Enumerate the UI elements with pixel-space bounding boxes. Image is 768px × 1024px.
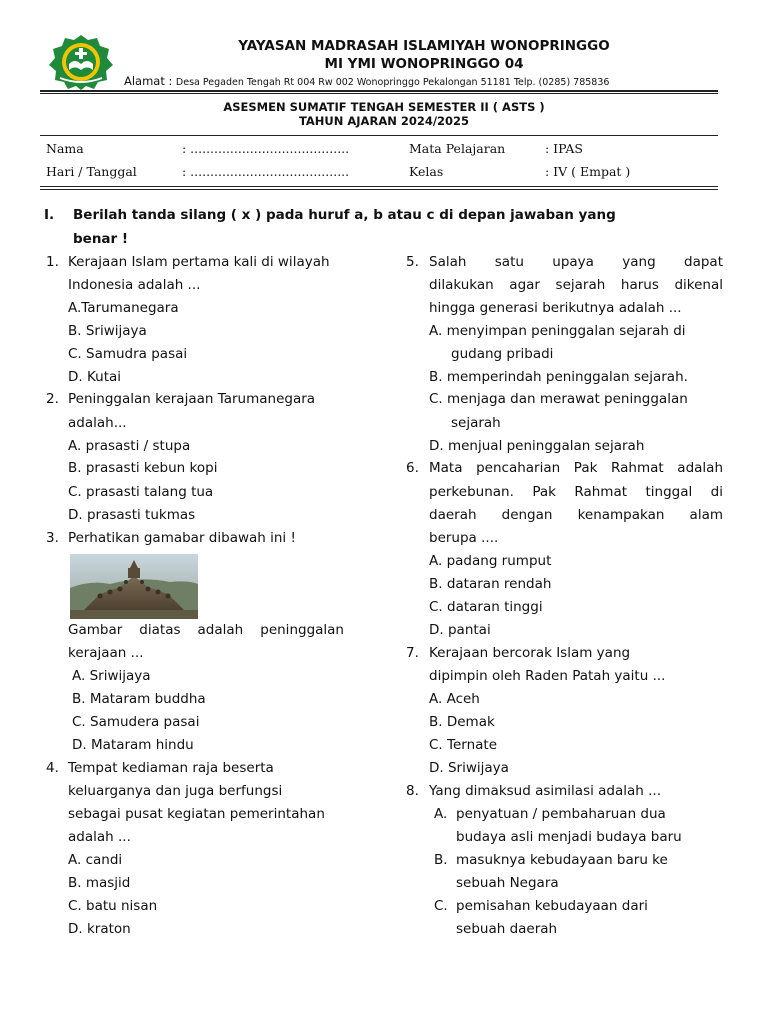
q8-option-b[interactable]: masuknya kebudayaan baru ke bbox=[456, 852, 668, 868]
q7-option-b[interactable]: B. Demak bbox=[429, 714, 495, 730]
q2-text-2: adalah... bbox=[68, 415, 127, 431]
kelas-label: Kelas bbox=[409, 164, 444, 179]
q3-number: 3. bbox=[46, 530, 59, 546]
q8-option-c-cont: sebuah daerah bbox=[456, 921, 558, 937]
q5-text-3: hingga generasi berikutnya adalah ... bbox=[429, 300, 682, 316]
title-divider bbox=[40, 135, 718, 136]
q2-text-1: Peninggalan kerajaan Tarumanegara bbox=[68, 391, 316, 407]
mapel-value: : IPAS bbox=[545, 141, 583, 156]
hari-label: Hari / Tanggal bbox=[46, 164, 137, 179]
q7-number: 7. bbox=[406, 645, 419, 661]
q8-option-a-letter[interactable]: A. bbox=[434, 806, 448, 822]
q5-option-a[interactable]: A. menyimpan peninggalan sejarah di bbox=[429, 323, 686, 339]
q4-option-d[interactable]: D. kraton bbox=[68, 921, 131, 937]
q4-option-c[interactable]: C. batu nisan bbox=[68, 898, 158, 914]
q5-text-2 bbox=[429, 274, 723, 297]
q8-option-a[interactable]: penyatuan / pembaharuan dua bbox=[456, 806, 666, 822]
q4-text-3: sebagai pusat kegiatan pemerintahan bbox=[68, 806, 325, 822]
q8-text-1: Yang dimaksud asimilasi adalah ... bbox=[429, 783, 662, 799]
q8-option-b-letter[interactable]: B. bbox=[434, 852, 448, 868]
q3-option-d[interactable]: D. Mataram hindu bbox=[72, 737, 194, 753]
q3-option-c[interactable]: C. Samudera pasai bbox=[72, 714, 200, 730]
q1-option-d[interactable]: D. Kutai bbox=[68, 369, 122, 385]
q6-text-2 bbox=[429, 481, 723, 504]
instruction-line-1: Berilah tanda silang ( x ) pada huruf a, b atau c di depan jawaban yang bbox=[73, 207, 616, 223]
q4-text-2: keluarganya dan juga berfungsi bbox=[68, 783, 283, 799]
q6-text-3-content: daerah dengan kenampakan alam bbox=[429, 507, 723, 523]
q2-option-a[interactable]: A. prasasti / stupa bbox=[68, 438, 191, 454]
q8-option-c-letter[interactable]: C. bbox=[434, 898, 448, 914]
section-numeral: I. bbox=[44, 207, 55, 223]
address-label: Alamat : bbox=[124, 74, 173, 88]
q4-number: 4. bbox=[46, 760, 59, 776]
q5-option-d[interactable]: D. menjual peninggalan sejarah bbox=[429, 438, 645, 454]
q2-option-b[interactable]: B. prasasti kebun kopi bbox=[68, 460, 218, 476]
temple-photo bbox=[70, 554, 198, 619]
q5-option-a-cont: gudang pribadi bbox=[451, 346, 554, 362]
nama-label: Nama bbox=[46, 141, 84, 156]
exam-year: TAHUN AJARAN 2024/2025 bbox=[298, 114, 470, 128]
q7-option-c[interactable]: C. Ternate bbox=[429, 737, 498, 753]
q2-option-c[interactable]: C. prasasti talang tua bbox=[68, 484, 214, 500]
q6-option-d[interactable]: D. pantai bbox=[429, 622, 491, 638]
header-divider-thin bbox=[40, 93, 718, 94]
exam-title: ASESMEN SUMATIF TENGAH SEMESTER II ( ASTS ) bbox=[223, 100, 545, 114]
q6-text-1 bbox=[429, 457, 723, 480]
q1-text-2: Indonesia adalah ... bbox=[68, 277, 201, 293]
q4-text-4: adalah ... bbox=[68, 829, 131, 845]
q5-text-1-content: Salah satu upaya yang dapat bbox=[429, 254, 723, 270]
q6-number: 6. bbox=[406, 460, 419, 476]
q6-text-2-content: perkebunan. Pak Rahmat tinggal di bbox=[429, 484, 723, 500]
q3-text-1: Perhatikan gamabar dibawah ini ! bbox=[68, 530, 296, 546]
q7-text-2: dipimpin oleh Raden Patah yaitu ... bbox=[429, 668, 666, 684]
q5-option-c-cont: sejarah bbox=[451, 415, 501, 431]
q1-text-1: Kerajaan Islam pertama kali di wilayah bbox=[68, 254, 330, 270]
q3-text-2-content: Gambar diatas adalah peninggalan bbox=[68, 622, 344, 638]
q5-number: 5. bbox=[406, 254, 419, 270]
q5-option-c[interactable]: C. menjaga dan merawat peninggalan bbox=[429, 391, 688, 407]
q1-option-c[interactable]: C. Samudra pasai bbox=[68, 346, 188, 362]
q8-option-a-cont: budaya asli menjadi budaya baru bbox=[456, 829, 682, 845]
q4-option-b[interactable]: B. masjid bbox=[68, 875, 131, 891]
q5-option-b[interactable]: B. memperindah peninggalan sejarah. bbox=[429, 369, 688, 385]
q3-option-a[interactable]: A. Sriwijaya bbox=[72, 668, 151, 684]
instruction-line-2: benar ! bbox=[73, 231, 129, 247]
header-divider bbox=[40, 90, 718, 92]
q7-option-a[interactable]: A. Aceh bbox=[429, 691, 480, 707]
q1-number: 1. bbox=[46, 254, 59, 270]
q3-option-b[interactable]: B. Mataram buddha bbox=[72, 691, 206, 707]
q2-option-d[interactable]: D. prasasti tukmas bbox=[68, 507, 196, 523]
q8-option-b-cont: sebuah Negara bbox=[456, 875, 559, 891]
foundation-name: YAYASAN MADRASAH ISLAMIYAH WONOPRINGGO bbox=[238, 38, 610, 54]
q6-text-3 bbox=[429, 504, 723, 527]
q7-text-1: Kerajaan bercorak Islam yang bbox=[429, 645, 631, 661]
q7-option-d[interactable]: D. Sriwijaya bbox=[429, 760, 509, 776]
q5-text-2-content: dilakukan agar sejarah harus dikenal bbox=[429, 277, 723, 293]
school-address bbox=[124, 74, 609, 88]
q6-option-a[interactable]: A. padang rumput bbox=[429, 553, 552, 569]
q3-text-3: kerajaan ... bbox=[68, 645, 144, 661]
q5-text-1 bbox=[429, 251, 723, 274]
q8-number: 8. bbox=[406, 783, 419, 799]
q6-text-4: berupa .... bbox=[429, 530, 499, 546]
nama-field[interactable]: : ........................................ bbox=[182, 141, 350, 156]
kelas-value: : IV ( Empat ) bbox=[545, 164, 631, 179]
school-name: MI YMI WONOPRINGGO 04 bbox=[324, 56, 524, 72]
info-divider-thin bbox=[40, 189, 718, 190]
q6-text-1-content: Mata pencaharian Pak Rahmat adalah bbox=[429, 460, 723, 476]
q4-text-1: Tempat kediaman raja beserta bbox=[68, 760, 274, 776]
address-value: Desa Pegaden Tengah Rt 004 Rw 002 Wonopringgo Pekalongan 51181 Telp. (0285) 785836 bbox=[175, 77, 610, 88]
q6-option-b[interactable]: B. dataran rendah bbox=[429, 576, 552, 592]
q1-option-b[interactable]: B. Sriwijaya bbox=[68, 323, 147, 339]
q6-option-c[interactable]: C. dataran tinggi bbox=[429, 599, 543, 615]
info-divider bbox=[40, 186, 718, 187]
q1-option-a[interactable]: A.Tarumanegara bbox=[68, 300, 179, 316]
q4-option-a[interactable]: A. candi bbox=[68, 852, 123, 868]
hari-field[interactable]: : ........................................ bbox=[182, 164, 350, 179]
q8-option-c[interactable]: pemisahan kebudayaan dari bbox=[456, 898, 648, 914]
mapel-label: Mata Pelajaran bbox=[409, 141, 506, 156]
q3-text-2 bbox=[68, 619, 344, 642]
q2-number: 2. bbox=[46, 391, 59, 407]
